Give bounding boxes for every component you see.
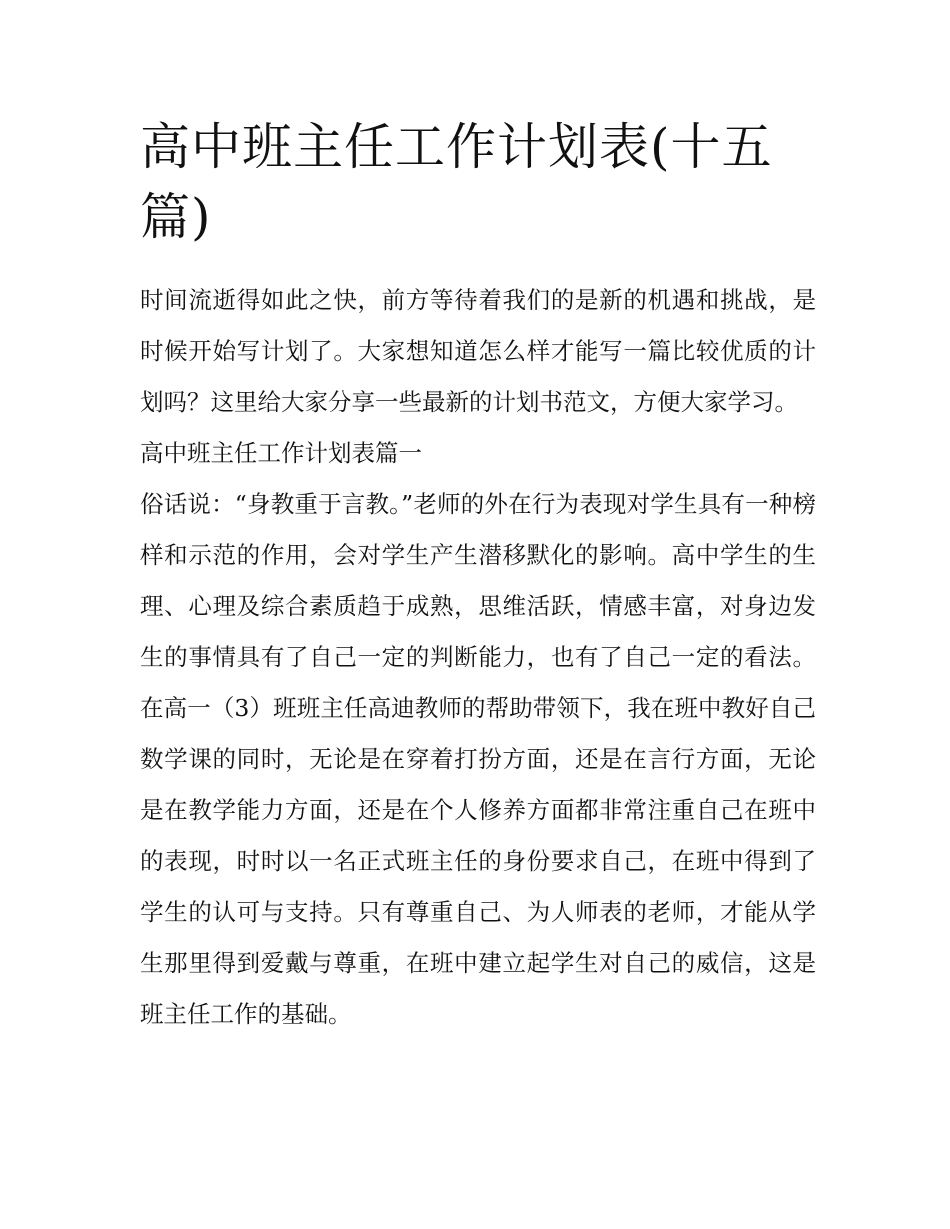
body-paragraph: 俗话说：“身教重于言教。”老师的外在行为表现对学生具有一种榜样和示范的作用，会对学生产生潜移默化的影响。高中学生的生理、心理及综合素质趋于成熟，思维活跃，情感丰富，对身边发生的事情具有了自己一定的判断能力，也有了自己一定的看法。在高一（3）班班主任高迪教师的帮助带领下，我在班中教好自己数学课的同时，无论是在穿着打扮方面，还是在言行方面，无论是在教学能力方面，还是在个人修养方面都非常注重自己在班中的表现，时时以一名正式班主任的身份要求自己，在班中得到了学生的认可与支持。只有尊重自己、为人师表的老师，才能从学生那里得到爱戴与尊重，在班中建立起学生对自己的威信，这是班主任工作的基础。 [140, 490, 816, 1028]
section-heading: 高中班主任工作计划表篇一 [140, 439, 422, 467]
document-title: 高中班主任工作计划表(十五篇) [140, 118, 773, 246]
intro-paragraph: 时间流逝得如此之快，前方等待着我们的是新的机遇和挑战，是时候开始写计划了。大家想知道怎么样才能写一篇比较优质的计划吗？这里给大家分享一些最新的计划书范文，方便大家学习。 [140, 286, 816, 416]
document-body [140, 275, 816, 1040]
